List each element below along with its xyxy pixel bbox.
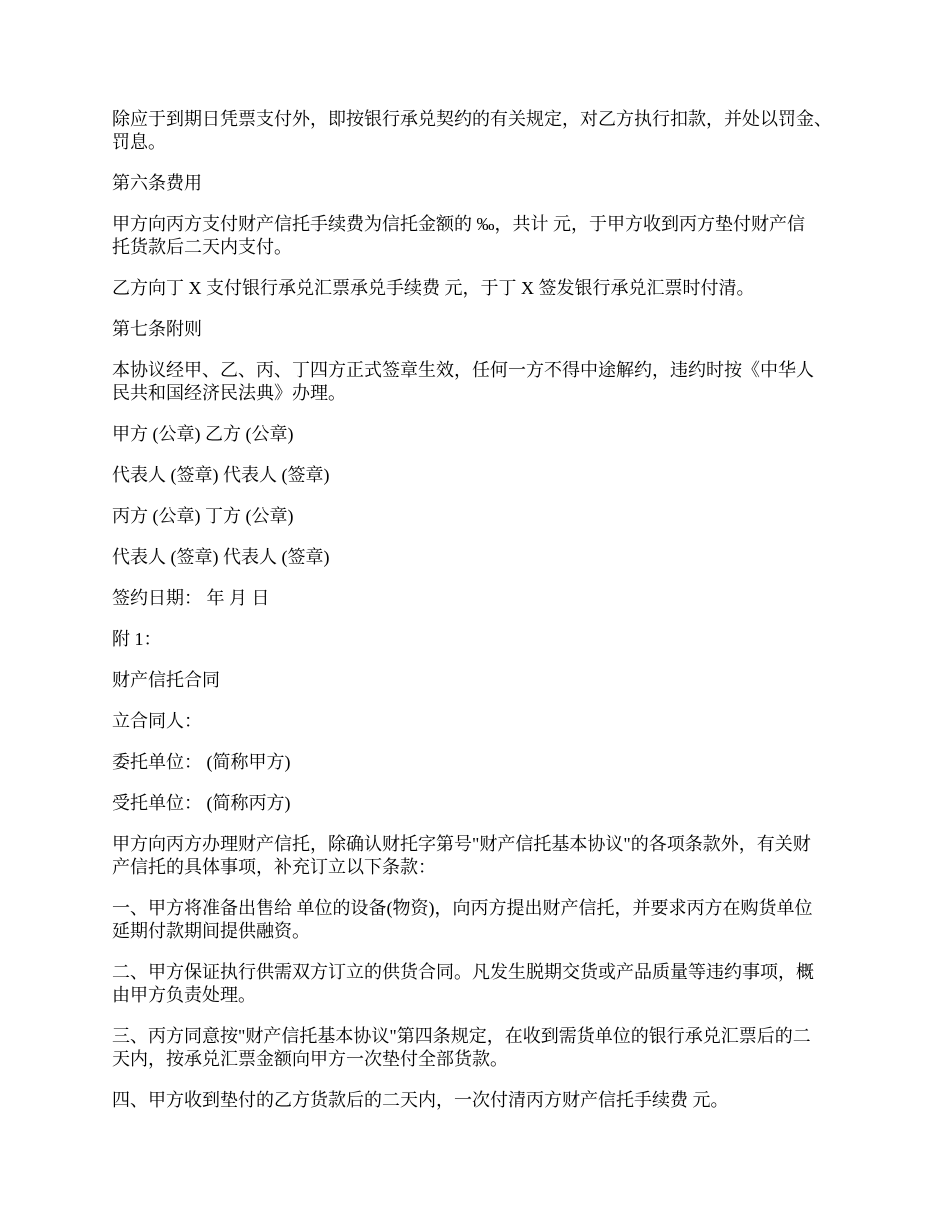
- clause: 四、甲方收到垫付的乙方货款后的二天内，一次付清丙方财产信托手续费 元。: [112, 1090, 729, 1110]
- paragraph: 甲方向丙方办理财产信托，除确认财托字第号"财产信托基本协议"的各项条款外，有关财 产信托的具体事项，补充订立以下条款：: [112, 834, 811, 877]
- section-heading: 第七条附则: [112, 319, 202, 339]
- clause: 一、甲方将准备出售给 单位的设备(物资)，向丙方提出财产信托，并要求丙方在购货单位 延期付款期间提供融资。: [112, 898, 813, 941]
- paragraph: 除应于到期日凭票支付外，即按银行承兑契约的有关规定，对乙方执行扣款，并处以罚金、 罚息。: [112, 109, 832, 152]
- clause: 三、丙方同意按"财产信托基本协议"第四条规定，在收到需货单位的银行承兑汇票后的二 天内，按承兑汇票金额向甲方一次垫付全部货款。: [112, 1026, 811, 1069]
- contract-parties-label: 立合同人：: [112, 711, 202, 731]
- paragraph: 乙方向丁 X 支付银行承兑汇票承兑手续费 元，于丁 X 签发银行承兑汇票时付清。: [112, 278, 755, 298]
- trustee-party: 受托单位： (简称丙方): [112, 793, 291, 813]
- paragraph: 甲方向丙方支付财产信托手续费为信托金额的 ‰，共计 元，于甲方收到丙方垫付财产信 托货款后二天内支付。: [112, 214, 805, 257]
- signing-date: 签约日期： 年 月 日: [112, 588, 270, 608]
- appendix-label: 附 1：: [112, 629, 162, 649]
- contract-title: 财产信托合同: [112, 670, 220, 690]
- clause: 二、甲方保证执行供需双方订立的供货合同。凡发生脱期交货或产品质量等违约事项，概 由甲方负责处理。: [112, 962, 814, 1005]
- paragraph: 本协议经甲、乙、丙、丁四方正式签章生效，任何一方不得中途解约，违约时按《中华人 民共和国经济民法典》办理。: [112, 360, 814, 403]
- signature-line: 甲方 (公章) 乙方 (公章): [112, 424, 294, 444]
- section-heading: 第六条费用: [112, 173, 202, 193]
- signature-line: 丙方 (公章) 丁方 (公章): [112, 506, 294, 526]
- signature-line: 代表人 (签章) 代表人 (签章): [112, 547, 330, 567]
- document-body: [112, 108, 857, 1130]
- signature-line: 代表人 (签章) 代表人 (签章): [112, 465, 330, 485]
- entrusting-party: 委托单位： (简称甲方): [112, 752, 291, 772]
